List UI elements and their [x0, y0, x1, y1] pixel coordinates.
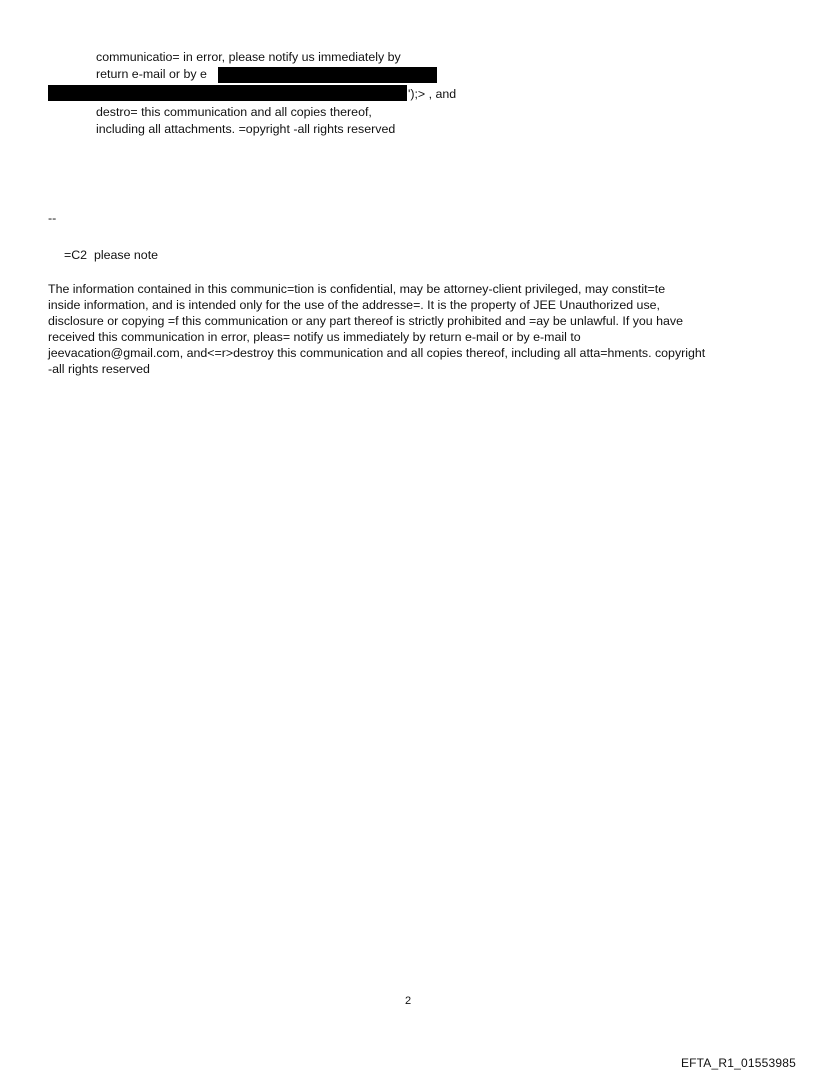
disclaimer-line: received this communication in error, pleas= notify us immediately by return e-mail or by e-mail to — [48, 330, 581, 344]
quoted-line-1: communicatio= in error, please notify us immediately by — [96, 50, 401, 64]
note-line: =C2 please note — [64, 248, 159, 262]
redaction-box — [48, 85, 407, 101]
disclaimer-line: -all rights reserved — [48, 362, 150, 376]
bates-number: EFTA_R1_01553985 — [680, 1056, 796, 1070]
quoted-line-4: destro= this communication and all copies thereof, — [96, 105, 372, 119]
quoted-line-5: including all attachments. =opyright -all rights reserved — [96, 122, 396, 136]
disclaimer-line: disclosure or copying =f this communication or any part thereof is strictly prohibited and =ay be unlawful. If you have — [48, 314, 684, 328]
redaction-box — [218, 67, 437, 83]
disclaimer-line: inside information, and is intended only for the use of the addresse=. It is the property of JEE Unauthorized use, — [48, 298, 660, 312]
quoted-line-2: return e-mail or by e — [96, 67, 207, 81]
page-number: 2 — [404, 995, 412, 1007]
quoted-line-3-tail: ');> , and — [408, 87, 457, 101]
disclaimer-line: jeevacation@gmail.com, and<=r>destroy this communication and all copies thereof, including all atta=hments. copyright — [48, 346, 706, 360]
disclaimer-paragraph — [48, 281, 778, 377]
disclaimer-line: The information contained in this communic=tion is confidential, may be attorney-client privileged, may constit=te — [48, 282, 666, 296]
signature-separator: -- — [48, 211, 57, 225]
